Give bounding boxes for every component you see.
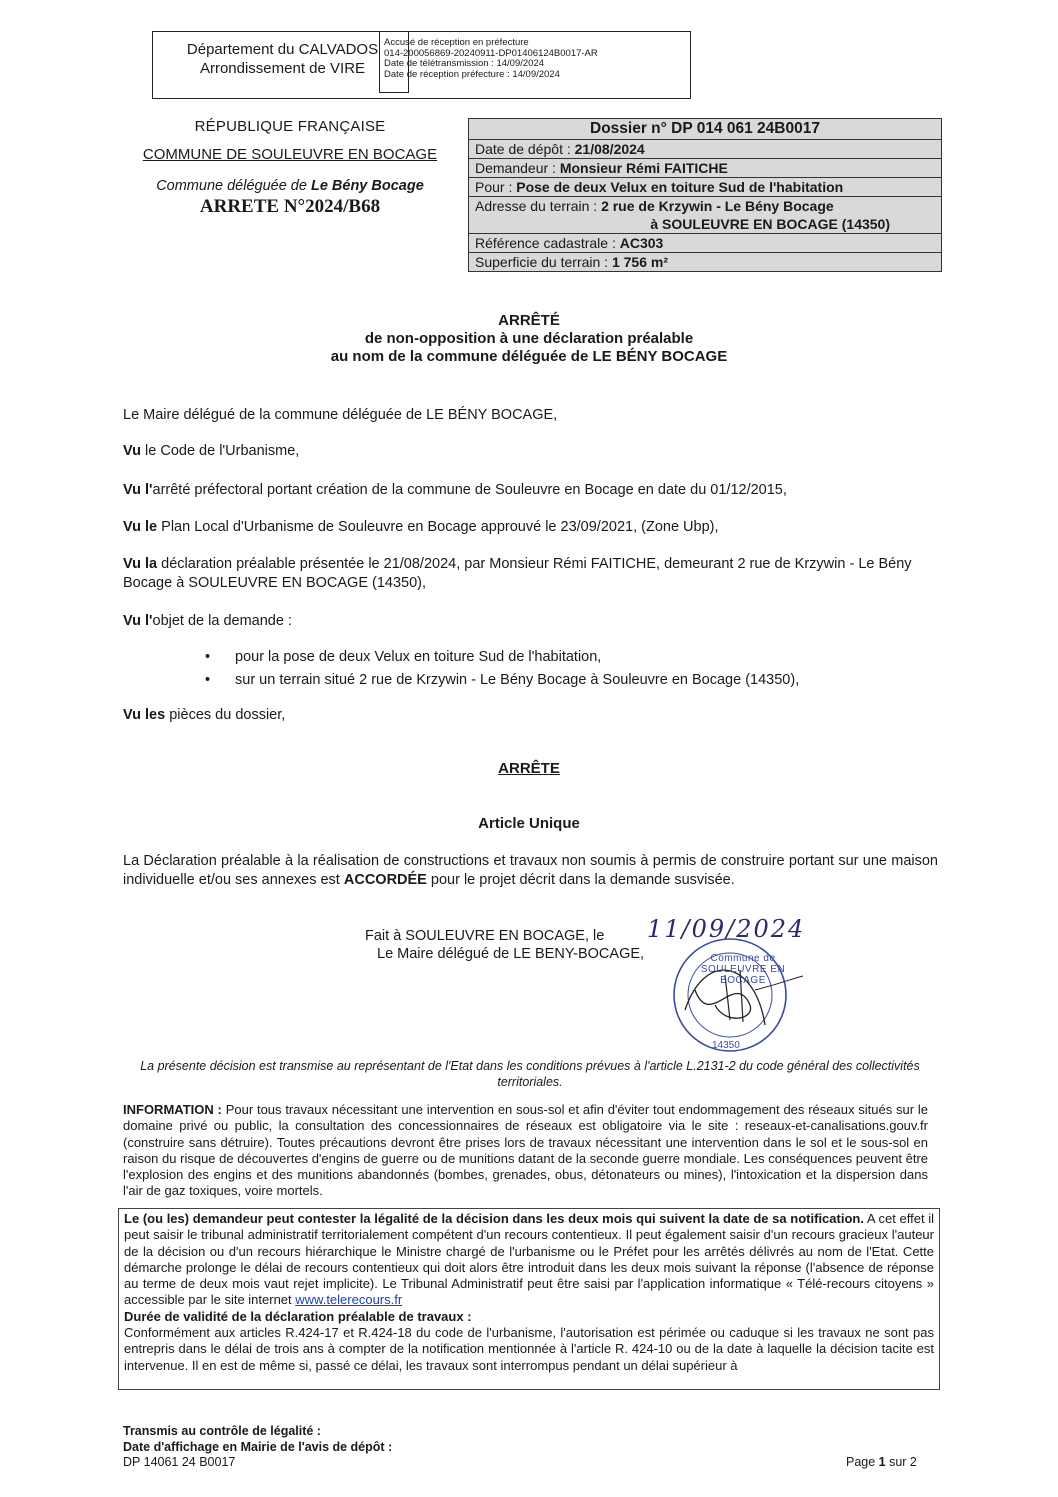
maire-delegue-signature-line: Le Maire délégué de LE BENY-BOCAGE, (377, 946, 645, 962)
adresse-value-line2: à SOULEUVRE EN BOCAGE (14350) (650, 216, 890, 232)
department-block (175, 40, 390, 78)
recours-box (118, 1208, 940, 1390)
vu-plu (123, 518, 938, 537)
superficie-value: 1 756 m² (611, 254, 669, 270)
pour-value: Pose de deux Velux en toiture Sud de l'habitation (516, 179, 844, 195)
reference-value: AC303 (619, 235, 664, 251)
vu-text: objet de la demande : (152, 613, 292, 629)
deleguee-prefix: Commune déléguée de (156, 178, 311, 194)
vu-keyword: Vu les (123, 707, 166, 723)
receipt-line: Date de réception préfecture : 14/09/2024 (384, 68, 560, 80)
vu-declaration (123, 555, 938, 592)
vu-keyword: Vu le (123, 519, 158, 535)
validite-title: Durée de validité de la déclaration préalable de travaux : (124, 1308, 472, 1324)
seal-text: Commune de SOULEUVRE EN BOCAGE (700, 953, 786, 986)
demandeur-value: Monsieur Rémi FAITICHE (559, 160, 728, 176)
prefecture-stamp-box (152, 31, 691, 99)
recours-intro: Le (ou les) demandeur peut contester la légalité de la décision dans les deux mois qui suivent la date de sa notification. (124, 1211, 864, 1226)
pour-label: Pour : (475, 179, 517, 195)
vu-keyword: Vu la (123, 556, 158, 572)
superficie-label: Superficie du terrain : (475, 254, 612, 270)
receipt-line: 014-200056869-20240911-DP01406124B0017-AR (384, 47, 598, 59)
page-current: 1 (878, 1455, 886, 1469)
department-line: Département du CALVADOS (186, 41, 379, 58)
vu-arrete (123, 481, 938, 500)
article-heading: Article Unique (478, 815, 580, 832)
title-line: ARRÊTÉ (498, 312, 560, 329)
fait-a-text: Fait à SOULEUVRE EN BOCAGE, le (365, 928, 605, 944)
list-item: • pour la pose de deux Velux en toiture Sud de l'habitation, (235, 648, 938, 667)
vu-text: déclaration préalable présentée le 21/08/2024, par Monsieur Rémi FAITICHE, demeurant 2 rue de Krzywin - Le Bény Bocage à SOULEUVRE EN BOCAGE (14350), (123, 556, 912, 591)
page-number (846, 1455, 917, 1469)
dossier-demandeur-row (469, 158, 941, 177)
decision-paragraph (123, 852, 938, 889)
decision-text-end: pour le projet décrit dans la demande susvisée. (426, 871, 735, 888)
telerecours-link[interactable]: www.telerecours.fr (295, 1292, 403, 1308)
vu-pieces (123, 706, 938, 725)
transmission-note: La présente décision est transmise au représentant de l'Etat dans les conditions prévues à l'article L.2131-2 du code général des collectivités territoriales. (140, 1059, 920, 1089)
footer-left (123, 1424, 392, 1471)
information-label: INFORMATION : (123, 1102, 222, 1117)
commune-name: COMMUNE DE SOULEUVRE EN BOCAGE (142, 146, 438, 163)
page-suffix: sur 2 (885, 1455, 917, 1469)
vu-text: pièces du dossier, (165, 707, 286, 723)
document-title (0, 312, 1058, 366)
list-item: • sur un terrain situé 2 rue de Krzywin - Le Bény Bocage à Souleuvre en Bocage (14350), (235, 671, 938, 690)
receipt-stamp (384, 38, 598, 80)
arrete-heading: ARRÊTE (498, 760, 560, 777)
arrete-number: ARRETE N°2024/B68 (199, 196, 381, 217)
commune-deleguee (110, 178, 470, 194)
receipt-line: Date de télétransmission : 14/09/2024 (384, 58, 545, 69)
vu-code (123, 442, 938, 461)
vu-text: le Code de l'Urbanisme, (141, 443, 300, 459)
deleguee-name: Le Bény Bocage (310, 178, 424, 194)
dossier-date-row (469, 139, 941, 158)
dossier-pour-row (469, 177, 941, 196)
footer-transmis: Transmis au contrôle de légalité : (123, 1424, 321, 1438)
fait-a-line (365, 928, 604, 944)
dossier-table (468, 118, 942, 272)
vu-text: arrêté préfectoral portant création de la commune de Souleuvre en Bocage en date du 01/12/2015, (152, 482, 787, 498)
seal-code: 14350 (712, 1040, 740, 1051)
decision-text: La Déclaration préalable à la réalisation de constructions et travaux non soumis à permis de construire portant sur une maison individuelle et/ou ses annexes est (123, 853, 938, 888)
handwritten-date: 11/09/2024 (647, 915, 806, 943)
title-line: de non-opposition à une déclaration préalable (364, 330, 694, 347)
left-header (110, 118, 470, 218)
vu-keyword: Vu l' (123, 482, 153, 498)
demandeur-label: Demandeur : (475, 160, 560, 176)
title-line: au nom de la commune déléguée de LE BÉNY BOCAGE (330, 348, 728, 365)
decision-accordee: ACCORDÉE (343, 871, 427, 888)
page-prefix: Page (846, 1455, 879, 1469)
dossier-reference-row (469, 233, 941, 252)
information-paragraph (123, 1102, 928, 1200)
vu-objet (123, 612, 938, 631)
objet-list (123, 648, 938, 689)
maire-line: Le Maire délégué de la commune déléguée de LE BÉNY BOCAGE, (123, 407, 558, 423)
recours-text: A cet effet il peut saisir le tribunal administratif territorialement compétent d'un recours contentieux. Il peut également saisir d'un recours gracieux l'auteur de la décision ou d'un recours hiérarchique le Ministre chargé de l'urbanisme ou le Préfet pour les arrêtés délivrés au nom de l'Etat. Cette démarche prolonge le délai de recours contentieux qui doit alors être introduit dans les deux mois suivant la réponse (l'absence de réponse au terme de deux mois vaut rejet implicite). Le Tribunal Administratif peut être saisi par l'application informatique « Télé-recours citoyens » accessible par le site internet (124, 1211, 934, 1308)
dossier-adresse-row (469, 196, 941, 233)
validite-text: Conformément aux articles R.424-17 et R.424-18 du code de l'urbanisme, l'autorisation est périmée ou caduque si les travaux ne sont pas entrepris dans le délai de trois ans à compter de la notification mentionnée à l'article R. 424-10 ou de la date à laquelle la décision tacite est intervenue. Il en est de même si, passé ce délai, les travaux sont interrompus pendant un délai supérieur à (124, 1325, 934, 1373)
arrondissement-line: Arrondissement de VIRE (199, 60, 366, 77)
adresse-value-line1: 2 rue de Krzywin - Le Bény Bocage (601, 198, 834, 214)
adresse-label: Adresse du terrain : (475, 198, 602, 214)
date-label: Date de dépôt : (475, 141, 575, 157)
receipt-line: Accusé de réception en préfecture (384, 37, 529, 48)
information-text: Pour tous travaux nécessitant une intervention en sous-sol et afin d'éviter tout endommagement des réseaux situés sur le domaine privé ou public, la consultation des concessionnaires de réseaux est obligatoire via le site : reseaux-et-canalisations.gouv.fr (construire sans détruire). Toutes précautions devront être prises lors de travaux nécessitant une intervention dans le sol et le sous-sol en raison du risque de découvertes d'engins de guerre ou de munitions datant de la seconde guerre mondiale. Les conséquences peuvent être l'explosion des engins et des munitions abandonnés (bombes, grenades, obus, détonateurs ou mines), l'intoxication et la dispersion dans l'air de gaz toxiques, voire mortels. (123, 1102, 928, 1199)
vu-keyword: Vu (123, 443, 141, 459)
reference-label: Référence cadastrale : (475, 235, 620, 251)
date-value: 21/08/2024 (574, 141, 645, 157)
vu-text: Plan Local d'Urbanisme de Souleuvre en Bocage approuvé le 23/09/2021, (Zone Ubp), (157, 519, 719, 535)
dossier-number: Dossier n° DP 014 061 24B0017 (590, 120, 820, 137)
footer-affichage: Date d'affichage en Mairie de l'avis de dépôt : (123, 1439, 393, 1454)
vu-keyword: Vu l' (123, 613, 153, 629)
dossier-superficie-row (469, 252, 941, 271)
footer-dossier-ref: DP 14061 24 B0017 (123, 1455, 236, 1469)
republique-francaise: RÉPUBLIQUE FRANÇAISE (194, 118, 386, 135)
